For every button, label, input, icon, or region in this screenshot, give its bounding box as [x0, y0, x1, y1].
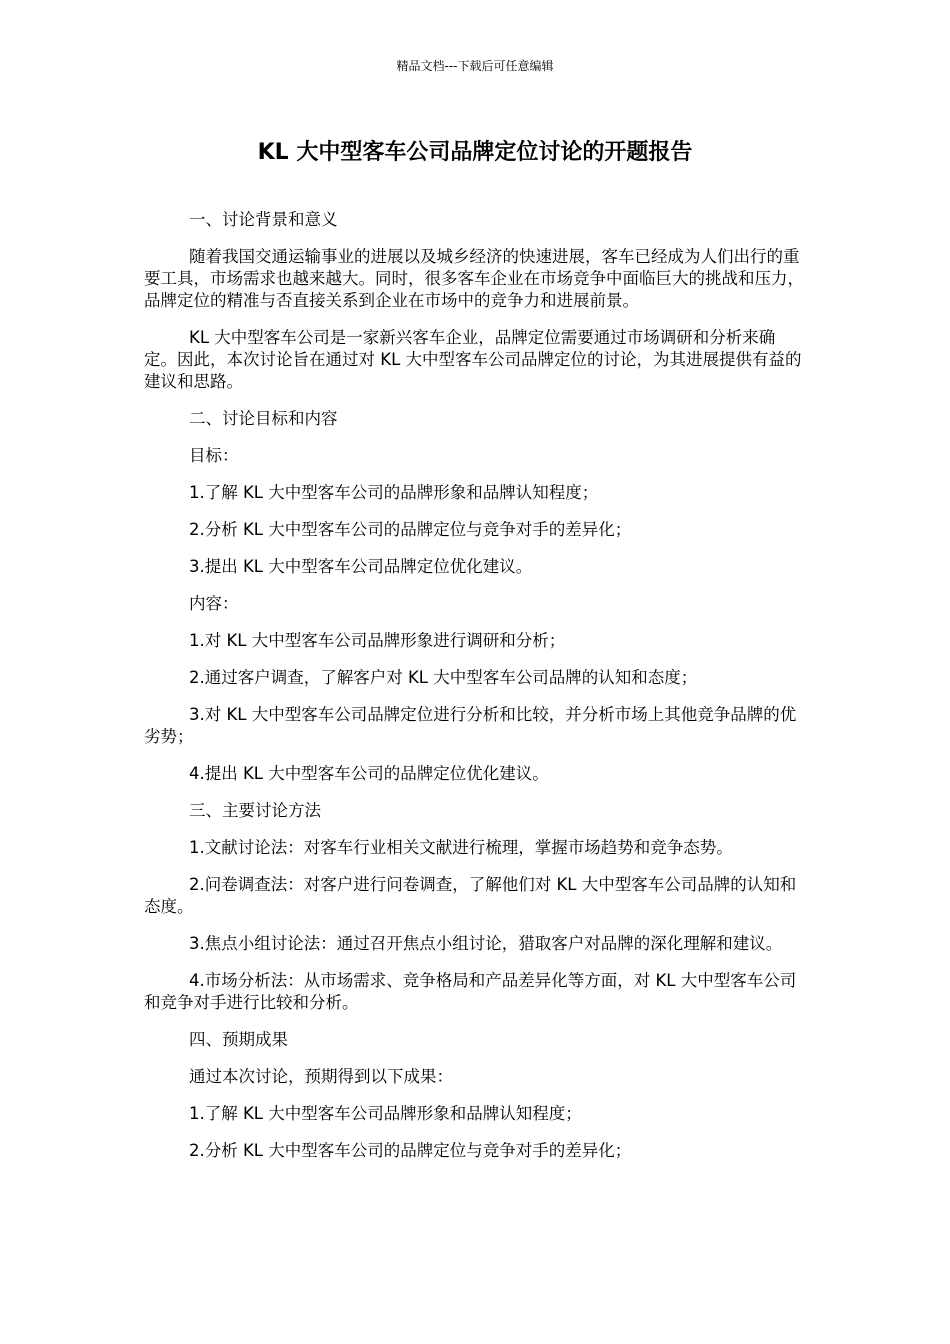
list-item: 2.分析 KL 大中型客车公司的品牌定位与竞争对手的差异化； [189, 1141, 632, 1160]
list-item: 1.了解 KL 大中型客车公司的品牌形象和品牌认知程度； [189, 483, 599, 502]
list-item: 2.分析 KL 大中型客车公司的品牌定位与竞争对手的差异化； [189, 520, 632, 539]
header-note: 精品文档---下载后可任意编辑 [396, 59, 554, 73]
body-paragraph: KL 大中型客车公司是一家新兴客车企业，品牌定位需要通过市场调研和分析来确定。因此，本次讨论旨在通过对 KL 大中型客车公司品牌定位的讨论，为其进展提供有益的建议和思路。 [144, 328, 802, 391]
section-heading-background: 一、讨论背景和意义 [189, 210, 338, 229]
list-item: 3.提出 KL 大中型客车公司品牌定位优化建议。 [189, 557, 533, 576]
list-item: 4.市场分析法：从市场需求、竞争格局和产品差异化等方面，对 KL 大中型客车公司和竞争对手进行比较和分析。 [144, 971, 797, 1012]
section-heading-methods: 三、主要讨论方法 [189, 801, 321, 820]
section-heading-results: 四、预期成果 [189, 1030, 288, 1049]
section-heading-goals: 二、讨论目标和内容 [189, 409, 338, 428]
subheading-content: 内容： [189, 594, 239, 613]
document-title: KL 大中型客车公司品牌定位讨论的开题报告 [257, 140, 693, 165]
list-item: 1.了解 KL 大中型客车公司品牌形象和品牌认知程度； [189, 1104, 582, 1123]
list-item: 1.对 KL 大中型客车公司品牌形象进行调研和分析； [189, 631, 566, 650]
body-paragraph: 随着我国交通运输事业的进展以及城乡经济的快速进展，客车已经成为人们出行的重要工具，市场需求也越来越大。同时，很多客车企业在市场竞争中面临巨大的挑战和压力，品牌定位的精准与否直接关系到企业在市场中的竞争力和进展前景。 [144, 247, 804, 310]
subheading-goals: 目标： [189, 446, 239, 465]
document-body [144, 209, 808, 1177]
list-item: 3.焦点小组讨论法：通过召开焦点小组讨论，猎取客户对品牌的深化理解和建议。 [189, 934, 783, 953]
list-item: 2.问卷调查法：对客户进行问卷调查，了解他们对 KL 大中型客车公司品牌的认知和态度。 [144, 875, 797, 916]
body-paragraph: 通过本次讨论，预期得到以下成果： [189, 1067, 453, 1086]
list-item: 1.文献讨论法：对客车行业相关文献进行梳理，掌握市场趋势和竞争态势。 [189, 838, 733, 857]
list-item: 3.对 KL 大中型客车公司品牌定位进行分析和比较，并分析市场上其他竞争品牌的优劣势； [144, 705, 797, 746]
list-item: 2.通过客户调查，了解客户对 KL 大中型客车公司品牌的认知和态度； [189, 668, 698, 687]
list-item: 4.提出 KL 大中型客车公司的品牌定位优化建议。 [189, 764, 549, 783]
